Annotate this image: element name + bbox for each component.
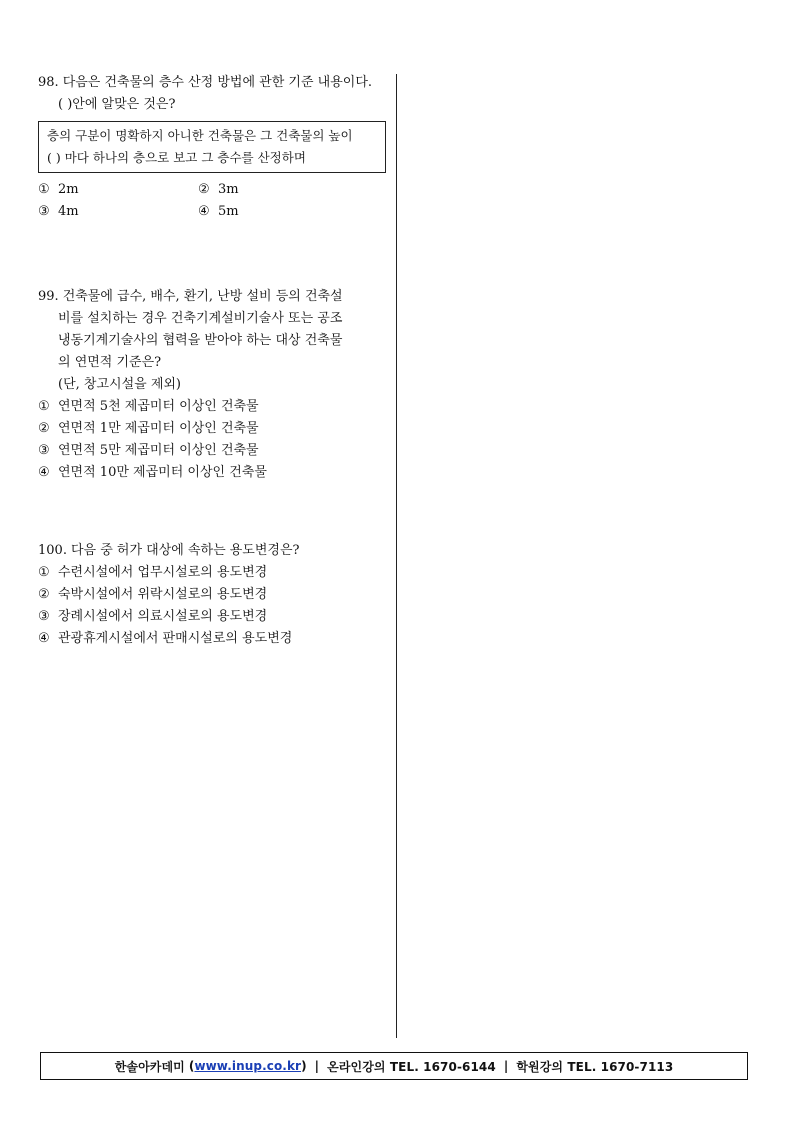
question-text: 다음은 건축물의 층수 산정 방법에 관한 기준 내용이다.	[62, 75, 373, 90]
box-text: 층의 구분이 명확하지 아니한 건축물은 그 건축물의 높이	[47, 128, 353, 143]
box-text: ( ) 마다 하나의 층으로 보고 그 층수를 산정하며	[47, 150, 306, 165]
question-99-stem	[38, 286, 386, 308]
footer-banner	[40, 1052, 748, 1080]
footer-online-tel: 온라인강의 TEL. 1670-6144	[327, 1059, 496, 1074]
option-4[interactable]: ④ 관광휴게시설에서 판매시설로의 용도변경	[38, 631, 293, 646]
question-98	[38, 72, 386, 223]
question-text: 건축물에 급수, 배수, 환기, 난방 설비 등의 건축설	[62, 289, 343, 304]
question-100	[38, 540, 386, 650]
footer-link-close: )	[301, 1059, 307, 1073]
option-3[interactable]: ③ 장례시설에서 의료시설로의 용도변경	[38, 609, 268, 624]
question-number: 99.	[38, 289, 59, 304]
question-98-stem	[38, 72, 386, 94]
option-2[interactable]: ② 3m	[198, 182, 239, 197]
footer-link-open: (	[188, 1059, 195, 1073]
option-2[interactable]: ② 연면적 1만 제곱미터 이상인 건축물	[38, 421, 259, 436]
question-note: (단, 창고시설을 제외)	[58, 377, 182, 392]
option-4[interactable]: ④ 연면적 10만 제곱미터 이상인 건축물	[38, 465, 267, 480]
option-1[interactable]: ① 2m	[38, 182, 79, 197]
footer-academy-tel: 학원강의 TEL. 1670-7113	[516, 1059, 674, 1074]
question-98-box	[38, 121, 386, 173]
question-text: ( )안에 알맞은 것은?	[58, 97, 176, 112]
question-100-options	[38, 562, 386, 650]
question-99	[38, 286, 386, 484]
question-100-stem	[38, 540, 386, 562]
website-link[interactable]: www.inup.co.kr	[194, 1059, 302, 1073]
footer-brand: 한솔아카데미	[114, 1059, 185, 1074]
option-2[interactable]: ② 숙박시설에서 위락시설로의 용도변경	[38, 587, 268, 602]
question-number: 100.	[38, 543, 67, 558]
question-99-options	[38, 396, 386, 484]
option-4[interactable]: ④ 5m	[198, 204, 239, 219]
question-text: 다음 중 허가 대상에 속하는 용도변경은?	[70, 543, 300, 558]
footer-separator: |	[503, 1059, 509, 1073]
question-text: 의 연면적 기준은?	[58, 355, 162, 370]
option-1[interactable]: ① 수련시설에서 업무시설로의 용도변경	[38, 565, 268, 580]
option-3[interactable]: ③ 연면적 5만 제곱미터 이상인 건축물	[38, 443, 259, 458]
question-text: 냉동기계기술사의 협력을 받아야 하는 대상 건축물	[58, 333, 343, 348]
question-98-options	[38, 179, 386, 223]
option-1[interactable]: ① 연면적 5천 제곱미터 이상인 건축물	[38, 399, 259, 414]
footer-separator: |	[314, 1059, 320, 1073]
question-number: 98.	[38, 75, 59, 90]
column-divider	[396, 74, 397, 1038]
question-text: 비를 설치하는 경우 건축기계설비기술사 또는 공조	[58, 311, 343, 326]
option-3[interactable]: ③ 4m	[38, 204, 79, 219]
